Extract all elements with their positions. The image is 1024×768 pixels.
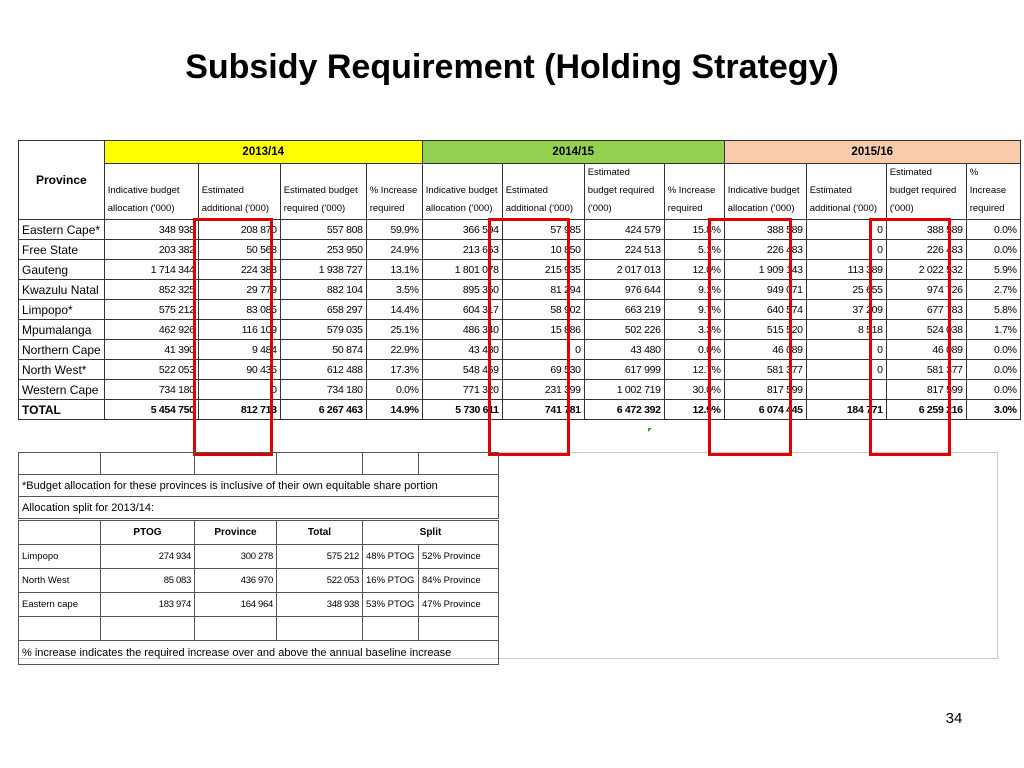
value-cell: 486 340 — [422, 320, 502, 340]
sub-header-row — [19, 164, 1021, 220]
sub-header: Estimated additional ('000) — [198, 164, 280, 220]
value-cell: 50 874 — [280, 340, 366, 360]
value-cell: 46 089 — [724, 340, 806, 360]
value-cell: 974 726 — [886, 280, 966, 300]
subsidy-table — [18, 140, 1021, 420]
province-cell: Gauteng — [19, 260, 105, 280]
sub-header: Estimated budget required ('000) — [584, 164, 664, 220]
value-cell: 366 594 — [422, 220, 502, 240]
value-cell: 0 — [806, 360, 886, 380]
value-cell: 1 002 719 — [584, 380, 664, 400]
value-cell: 1 714 344 — [104, 260, 198, 280]
value-cell: 231 399 — [502, 380, 584, 400]
split-header-province: Province — [195, 521, 277, 545]
value-cell: 224 383 — [198, 260, 280, 280]
sub-header: % Increase required — [664, 164, 724, 220]
value-cell: 812 713 — [198, 400, 280, 420]
value-cell: 0.0% — [966, 240, 1020, 260]
value-cell: 2 022 532 — [886, 260, 966, 280]
value-cell: 1.7% — [966, 320, 1020, 340]
baseline-note: % increase indicates the required increase over and above the annual baseline increase — [19, 641, 499, 665]
value-cell: 203 382 — [104, 240, 198, 260]
value-cell: 12.9% — [664, 400, 724, 420]
table-row — [19, 340, 1021, 360]
value-cell: 0 — [198, 380, 280, 400]
value-cell: 612 488 — [280, 360, 366, 380]
value-cell: 12.7% — [664, 360, 724, 380]
split-cell-split-b: 47% Province — [419, 593, 499, 617]
page-number: 34 — [945, 710, 963, 727]
value-cell: 14.4% — [366, 300, 422, 320]
value-cell: 81 294 — [502, 280, 584, 300]
value-cell: 949 071 — [724, 280, 806, 300]
value-cell: 0.0% — [966, 360, 1020, 380]
sub-header: Indicative budget allocation ('000) — [724, 164, 806, 220]
value-cell: 548 469 — [422, 360, 502, 380]
value-cell: 9 484 — [198, 340, 280, 360]
value-cell: 817 599 — [724, 380, 806, 400]
value-cell: 6 259 216 — [886, 400, 966, 420]
value-cell: 5 730 611 — [422, 400, 502, 420]
value-cell: 9.7% — [664, 300, 724, 320]
value-cell: 677 783 — [886, 300, 966, 320]
province-cell: Mpumalanga — [19, 320, 105, 340]
value-cell: 41 390 — [104, 340, 198, 360]
sub-header: % Increase required — [366, 164, 422, 220]
province-cell: Western Cape — [19, 380, 105, 400]
split-cell-name: Eastern cape — [19, 593, 101, 617]
value-cell: 215 935 — [502, 260, 584, 280]
province-cell: Kwazulu Natal — [19, 280, 105, 300]
value-cell: 0.0% — [966, 220, 1020, 240]
footnote-text: *Budget allocation for these provinces is inclusive of their own equitable share portion — [19, 475, 499, 497]
value-cell: 1 801 078 — [422, 260, 502, 280]
value-cell: 69 530 — [502, 360, 584, 380]
value-cell: 617 999 — [584, 360, 664, 380]
value-cell: 388 589 — [886, 220, 966, 240]
split-cell-split-b: 84% Province — [419, 569, 499, 593]
value-cell: 90 435 — [198, 360, 280, 380]
allocation-caption: Allocation split for 2013/14: — [19, 497, 499, 519]
value-cell: 852 325 — [104, 280, 198, 300]
value-cell: 734 180 — [280, 380, 366, 400]
year-header-2013: 2013/14 — [104, 141, 422, 164]
value-cell: 25.1% — [366, 320, 422, 340]
value-cell: 83 085 — [198, 300, 280, 320]
value-cell: 5.1% — [664, 240, 724, 260]
slide-title: Subsidy Requirement (Holding Strategy) — [185, 48, 839, 86]
value-cell: 50 568 — [198, 240, 280, 260]
value-cell: 46 089 — [886, 340, 966, 360]
split-cell-total: 348 938 — [277, 593, 363, 617]
value-cell: 640 574 — [724, 300, 806, 320]
cell-marker — [648, 428, 652, 432]
value-cell: 6 472 392 — [584, 400, 664, 420]
table-row — [19, 240, 1021, 260]
value-cell: 575 212 — [104, 300, 198, 320]
sub-header: Indicative budget allocation ('000) — [104, 164, 198, 220]
value-cell: 25 655 — [806, 280, 886, 300]
split-cell-total: 575 212 — [277, 545, 363, 569]
value-cell: 817 599 — [886, 380, 966, 400]
value-cell: 9.1% — [664, 280, 724, 300]
value-cell: 1 909 143 — [724, 260, 806, 280]
province-header: Province — [19, 141, 105, 220]
value-cell: 3.5% — [366, 280, 422, 300]
value-cell: 604 317 — [422, 300, 502, 320]
split-cell-ptog: 183 974 — [101, 593, 195, 617]
province-cell: Eastern Cape* — [19, 220, 105, 240]
province-cell: Northern Cape — [19, 340, 105, 360]
year-header-2014: 2014/15 — [422, 141, 724, 164]
value-cell: 253 950 — [280, 240, 366, 260]
value-cell: 882 104 — [280, 280, 366, 300]
split-cell-split-a: 16% PTOG — [363, 569, 419, 593]
table-row — [19, 360, 1021, 380]
split-cell-total: 522 053 — [277, 569, 363, 593]
split-cell-ptog: 274 934 — [101, 545, 195, 569]
table-row — [19, 280, 1021, 300]
value-cell: 30.0% — [664, 380, 724, 400]
value-cell: 0 — [502, 340, 584, 360]
split-row — [19, 545, 499, 569]
value-cell — [806, 380, 886, 400]
value-cell: 224 513 — [584, 240, 664, 260]
value-cell: 0.0% — [664, 340, 724, 360]
value-cell: 0.0% — [366, 380, 422, 400]
allocation-split-table — [18, 520, 499, 665]
value-cell: 10 850 — [502, 240, 584, 260]
split-cell-province: 164 964 — [195, 593, 277, 617]
value-cell: 24.9% — [366, 240, 422, 260]
table-row — [19, 300, 1021, 320]
value-cell: 57 985 — [502, 220, 584, 240]
value-cell: 184 771 — [806, 400, 886, 420]
sub-header: Estimated budget required ('000) — [280, 164, 366, 220]
split-cell-split-a: 48% PTOG — [363, 545, 419, 569]
notes-table — [18, 452, 499, 519]
split-row — [19, 569, 499, 593]
value-cell: 226 483 — [724, 240, 806, 260]
table-row — [19, 380, 1021, 400]
value-cell: 0 — [806, 220, 886, 240]
value-cell: 0.0% — [966, 340, 1020, 360]
split-header-split: Split — [363, 521, 499, 545]
value-cell: 43 480 — [584, 340, 664, 360]
sub-header: Indicative budget allocation ('000) — [422, 164, 502, 220]
value-cell: 502 226 — [584, 320, 664, 340]
total-row — [19, 400, 1021, 420]
value-cell: 58 902 — [502, 300, 584, 320]
value-cell: 226 483 — [886, 240, 966, 260]
split-cell-split-b: 52% Province — [419, 545, 499, 569]
province-cell: TOTAL — [19, 400, 105, 420]
sub-header: Estimated additional ('000) — [806, 164, 886, 220]
year-header-2015: 2015/16 — [724, 141, 1020, 164]
value-cell: 6 074 445 — [724, 400, 806, 420]
table-row — [19, 260, 1021, 280]
value-cell: 5.9% — [966, 260, 1020, 280]
split-header-ptog: PTOG — [101, 521, 195, 545]
value-cell: 59.9% — [366, 220, 422, 240]
value-cell: 12.0% — [664, 260, 724, 280]
value-cell: 15.8% — [664, 220, 724, 240]
province-cell: Free State — [19, 240, 105, 260]
value-cell: 22.9% — [366, 340, 422, 360]
sub-header: Estimated additional ('000) — [502, 164, 584, 220]
value-cell: 43 480 — [422, 340, 502, 360]
value-cell: 581 377 — [724, 360, 806, 380]
value-cell: 524 038 — [886, 320, 966, 340]
value-cell: 1 938 727 — [280, 260, 366, 280]
value-cell: 741 781 — [502, 400, 584, 420]
value-cell: 5 454 750 — [104, 400, 198, 420]
value-cell: 424 579 — [584, 220, 664, 240]
table-row — [19, 220, 1021, 240]
value-cell: 895 350 — [422, 280, 502, 300]
value-cell: 29 779 — [198, 280, 280, 300]
value-cell: 522 053 — [104, 360, 198, 380]
value-cell: 14.9% — [366, 400, 422, 420]
value-cell: 348 938 — [104, 220, 198, 240]
sub-header: Estimated budget required ('000) — [886, 164, 966, 220]
value-cell: 0 — [806, 340, 886, 360]
value-cell: 13.1% — [366, 260, 422, 280]
value-cell: 462 926 — [104, 320, 198, 340]
value-cell: 208 870 — [198, 220, 280, 240]
province-cell: Limpopo* — [19, 300, 105, 320]
value-cell: 734 180 — [104, 380, 198, 400]
value-cell: 37 209 — [806, 300, 886, 320]
value-cell: 213 663 — [422, 240, 502, 260]
split-row — [19, 593, 499, 617]
value-cell: 663 219 — [584, 300, 664, 320]
value-cell: 113 389 — [806, 260, 886, 280]
split-cell-province: 300 278 — [195, 545, 277, 569]
value-cell: 17.3% — [366, 360, 422, 380]
value-cell: 581 377 — [886, 360, 966, 380]
split-header-total: Total — [277, 521, 363, 545]
value-cell: 6 267 463 — [280, 400, 366, 420]
split-cell-province: 436 970 — [195, 569, 277, 593]
value-cell: 2 017 013 — [584, 260, 664, 280]
value-cell: 0.0% — [966, 380, 1020, 400]
sub-header: % Increase required — [966, 164, 1020, 220]
split-cell-split-a: 53% PTOG — [363, 593, 419, 617]
value-cell: 557 808 — [280, 220, 366, 240]
value-cell: 8 518 — [806, 320, 886, 340]
value-cell: 515 520 — [724, 320, 806, 340]
value-cell: 0 — [806, 240, 886, 260]
table-row — [19, 320, 1021, 340]
split-cell-name: North West — [19, 569, 101, 593]
value-cell: 388 589 — [724, 220, 806, 240]
value-cell: 2.7% — [966, 280, 1020, 300]
value-cell: 658 297 — [280, 300, 366, 320]
value-cell: 771 320 — [422, 380, 502, 400]
value-cell: 15 886 — [502, 320, 584, 340]
value-cell: 976 644 — [584, 280, 664, 300]
value-cell: 116 109 — [198, 320, 280, 340]
value-cell: 5.8% — [966, 300, 1020, 320]
split-cell-ptog: 85 083 — [101, 569, 195, 593]
value-cell: 3.3% — [664, 320, 724, 340]
province-cell: North West* — [19, 360, 105, 380]
split-cell-name: Limpopo — [19, 545, 101, 569]
split-header-blank — [19, 521, 101, 545]
value-cell: 3.0% — [966, 400, 1020, 420]
value-cell: 579 035 — [280, 320, 366, 340]
